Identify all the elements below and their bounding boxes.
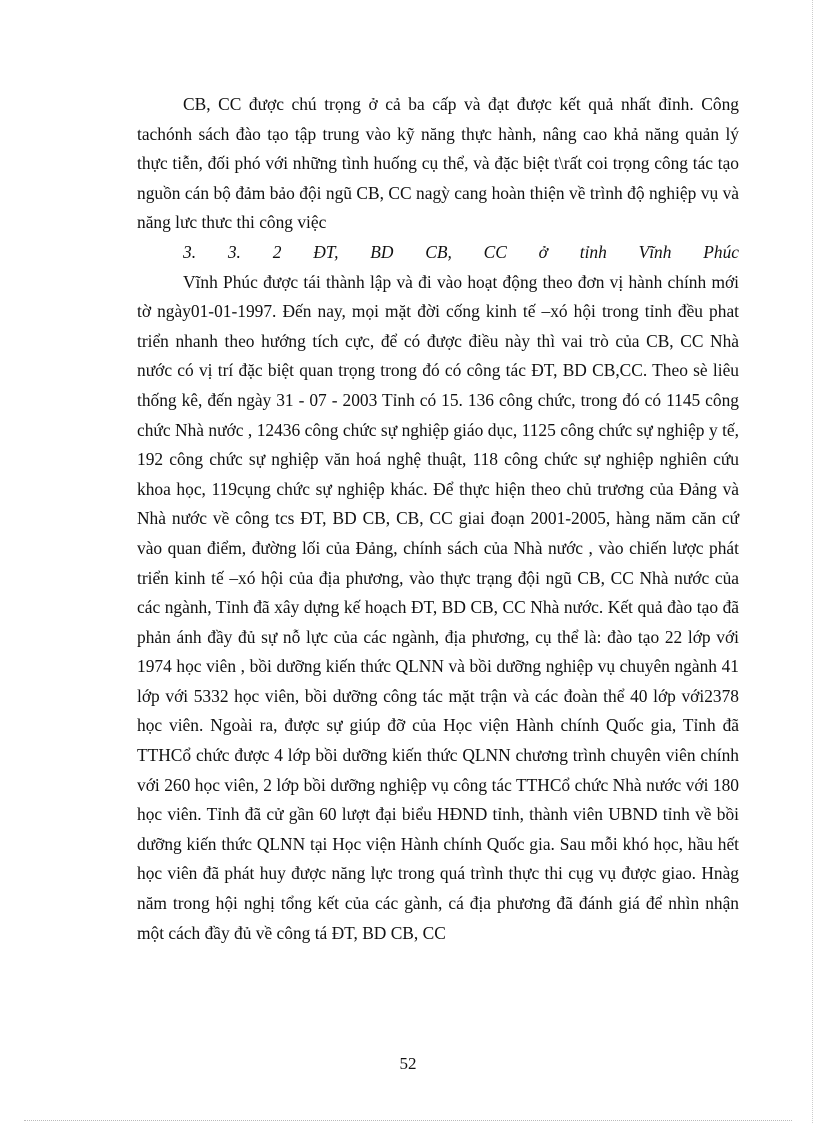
body-paragraph: Vĩnh Phúc được tái thành lập và đi vào hoạt động theo đơn vị hành chính mới tờ ngày01-01-1997. Đến nay, mọi mặt đời cống kinh tế –xó hội trong tỉnh đều phat triển nhanh theo hướng tích cực, để có được điều này thì vai trò của CB, CC Nhà nước có vị trí đặc biệt quan trọng trong đó có công tác ĐT, BD CB,CC. Theo sè liêu thống kê, đến ngày 31 - 07 - 2003 Tỉnh có 15. 136 công chức, trong đó có 1145 công chức Nhà nước , 12436 công chức sự nghiệp giáo dục, 1125 công chức sự nghiệp y tế, 192 công chức sự nghiệp văn hoá nghệ thuật, 118 công chức sự nghiệp nghiên cứu khoa học, 119cụng chức sự nghiệp khác. Để thực hiện theo chủ trương của Đảng và Nhà nước về công tcs ĐT, BD CB, CB, CC giai đoạn 2001-2005, hàng năm căn cứ vào quan điểm, đường lối của Đảng, chính sách của Nhà nước , vào chiến lược phát triển kinh tế –xó hội của địa phương, vào thực trạng đội ngũ CB, CC Nhà nước của các ngành, Tỉnh đã xây dựng kế hoạch ĐT, BD CB, CC Nhà nước. Kết quả đào tạo đã phản ánh đầy đủ sự nỗ lực của các ngành, địa phương, cụ thể là: đào tạo 22 lớp với 1974 học viên , bồi dưỡng kiến thức QLNN và bồi dưỡng nghiệp vụ chuyên ngành 41 lớp với 5332 học viên, bồi dưỡng công tác mặt trận và các đoàn thể 40 lớp với2378 học viên. Ngoài ra, được sự giúp đỡ của Học viện Hành chính Quốc gia, Tỉnh đã TTHCổ chức được 4 lớp bồi dưỡng kiến thức QLNN chương trình chuyên viên chính với 260 học viên, 2 lớp bồi dưỡng nghiệp vụ công tác TTHCổ chức Nhà nước với 180 học viên. Tỉnh đã cử gần 60 lượt đại biểu HĐND tỉnh, thành viên UBND tỉnh về bồi dưỡng kiến thức QLNN tại Học viện Hành chính Quốc gia. Sau mỗi khó học, hầu hết học viên đã phát huy được năng lực trong quá trình thực thi cụg vụ được giao. Hnàg năm trong hội nghị tổng kết của các gành, cá địa phương đã đánh giá để nhìn nhận một cách đầy đủ về công tá ĐT, BD CB, CC: [137, 271, 739, 943]
page-number: 52: [399, 1054, 417, 1073]
page-body: [137, 90, 739, 948]
body-paragraph: CB, CC được chú trọng ở cả ba cấp và đạt được kết quả nhất đỉnh. Công tachónh sách đào tạo tập trung vào kỹ năng thực hành, nâng cao khả năng quản lý thực tiễn, đối phó với những tình huống cụ thể, và đặc biệt t\rất coi trọng công tác tạo nguồn cán bộ đảm bảo đội ngũ CB, CC nagỳ cang hoàn thiện về trình độ nghiệp vụ và năng lưc thưc thi công việc: [137, 94, 739, 233]
section-heading: 3. 3. 2 ĐT, BD CB, CC ở tỉnh Vĩnh Phúc: [183, 241, 739, 262]
page-right-border: [812, 0, 813, 1123]
page-bottom-border: [24, 1120, 792, 1121]
